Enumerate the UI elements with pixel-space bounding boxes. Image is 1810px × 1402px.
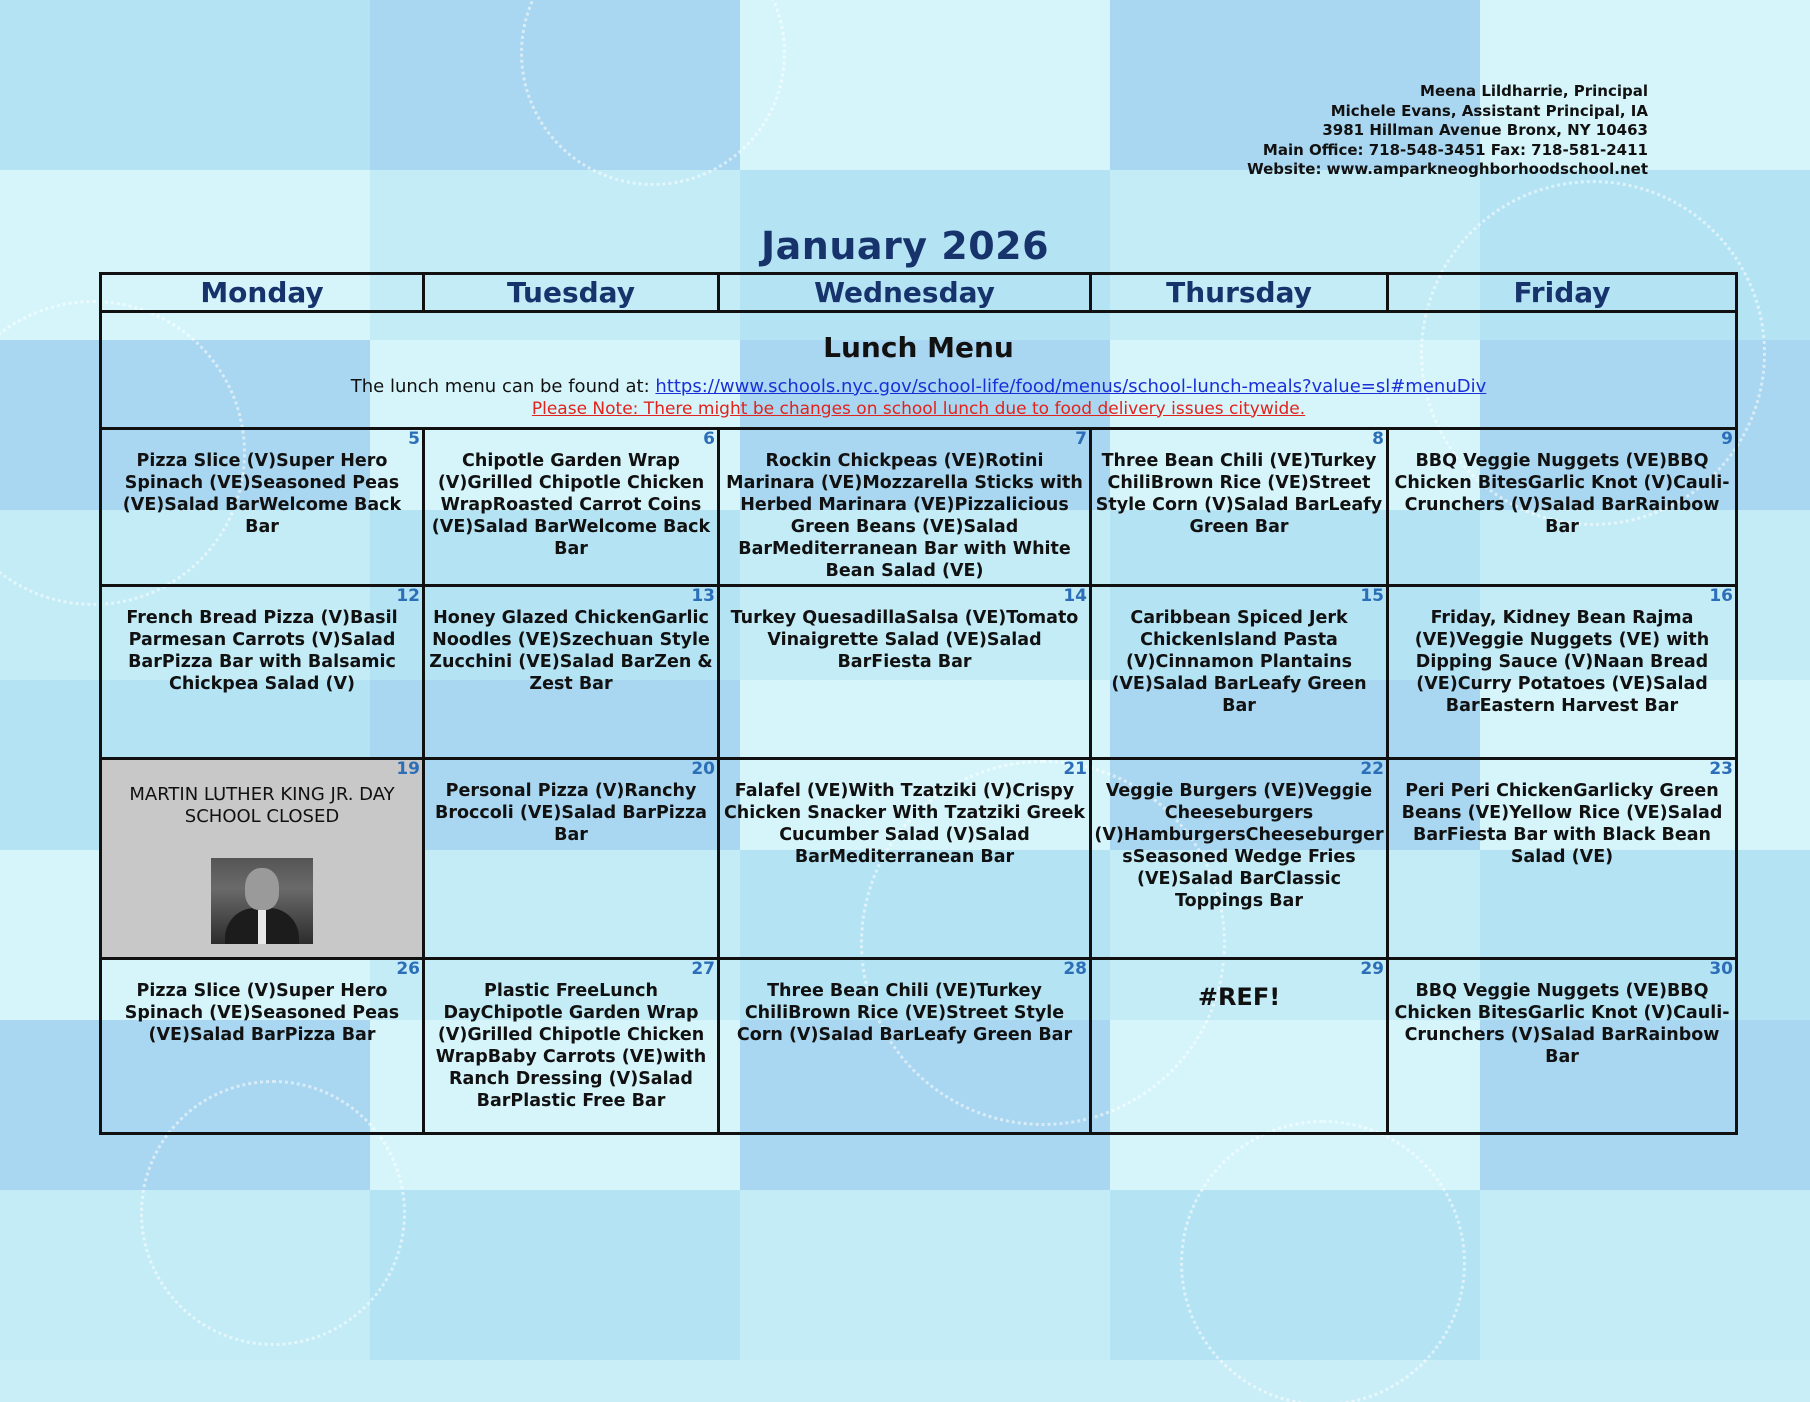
week-row <box>101 958 1737 1133</box>
day-cell <box>719 429 1091 586</box>
menu-text: Peri Peri ChickenGarlicky Green Beans (VE)Yellow Rice (VE)Salad BarFiesta Bar with Black Bean Salad (VE) <box>1401 780 1723 867</box>
weekday-tuesday: Tuesday <box>424 274 719 312</box>
menu-text: French Bread Pizza (V)Basil Parmesan Carrots (V)Salad BarPizza Bar with Balsamic Chickpea Salad (V) <box>126 608 398 695</box>
day-content <box>1389 960 1735 1132</box>
day-cell <box>101 758 424 958</box>
menu-link-line <box>102 376 1735 397</box>
menu-text: Rockin Chickpeas (VE)Rotini Marinara (VE)Mozzarella Sticks with Herbed Marinara (VE)Pizzalicious Green Beans (VE)Salad BarMediterranean Bar with White Bean Salad (VE) <box>726 451 1083 582</box>
menu-text: Caribbean Spiced Jerk ChickenIsland Pasta (V)Cinnamon Plantains (VE)Salad BarLeafy Green Bar <box>1111 608 1367 717</box>
day-content <box>102 960 422 1132</box>
mlk-portrait-image <box>211 858 313 944</box>
day-number: 29 <box>1360 958 1384 979</box>
week-row <box>101 429 1737 586</box>
day-content <box>425 430 717 584</box>
day-cell <box>1091 958 1388 1133</box>
day-content <box>1092 587 1386 756</box>
day-number: 27 <box>691 958 715 979</box>
assistant-principal-line: Michele Evans, Assistant Principal, IA <box>1330 101 1648 120</box>
lunch-calendar <box>99 272 1738 1135</box>
menu-text: Honey Glazed ChickenGarlic Noodles (VE)Szechuan Style Zucchini (VE)Salad BarZen & Zest Bar <box>429 608 713 695</box>
day-content <box>1092 430 1386 584</box>
menu-text: Chipotle Garden Wrap (V)Grilled Chipotle Chicken WrapRoasted Carrot Coins (VE)Salad BarWelcome Back Bar <box>431 451 711 560</box>
day-content <box>425 960 717 1132</box>
day-content <box>102 760 422 957</box>
day-number: 22 <box>1360 758 1384 779</box>
day-cell <box>424 429 719 586</box>
day-number: 7 <box>1075 429 1087 450</box>
day-cell <box>1388 429 1737 586</box>
week-row <box>101 586 1737 758</box>
banner-cell <box>101 311 1737 429</box>
day-cell <box>424 958 719 1133</box>
day-content <box>720 760 1089 957</box>
weekday-header-row <box>101 274 1737 312</box>
day-content <box>1389 760 1735 957</box>
menu-text: Turkey QuesadillaSalsa (VE)Tomato Vinaigrette Salad (VE)Salad BarFiesta Bar <box>730 608 1079 673</box>
day-cell <box>424 758 719 958</box>
menu-link[interactable]: https://www.schools.nyc.gov/school-life/food/menus/school-lunch-meals?value=sl#menuDiv <box>655 375 1487 397</box>
day-number: 20 <box>691 758 715 779</box>
day-content <box>720 960 1089 1132</box>
day-content <box>102 587 422 756</box>
menu-text: BBQ Veggie Nuggets (VE)BBQ Chicken BitesGarlic Knot (V)Cauli-Crunchers (V)Salad BarRainbow Bar <box>1394 451 1730 538</box>
day-cell <box>101 586 424 758</box>
weekday-monday: Monday <box>101 274 424 312</box>
holiday-notice: MARTIN LUTHER KING JR. DAY SCHOOL CLOSED <box>129 783 395 827</box>
menu-text: Personal Pizza (V)Ranchy Broccoli (VE)Salad BarPizza Bar <box>435 780 707 845</box>
day-number: 19 <box>396 758 420 779</box>
day-number: 26 <box>396 958 420 979</box>
day-content <box>425 587 717 756</box>
day-number: 13 <box>691 586 715 607</box>
menu-text: #REF! <box>1197 982 1281 1011</box>
website-line: Website: www.amparkneoghborhoodschool.net <box>1247 160 1648 178</box>
weekday-thursday: Thursday <box>1091 274 1388 312</box>
menu-text: BBQ Veggie Nuggets (VE)BBQ Chicken BitesGarlic Knot (V)Cauli-Crunchers (V)Salad BarRainbow Bar <box>1394 980 1730 1067</box>
address-line: 3981 Hillman Avenue Bronx, NY 10463 <box>1322 121 1648 139</box>
day-content <box>1389 587 1735 756</box>
phone-fax-line: Main Office: 718-548-3451 Fax: 718-581-2411 <box>1262 140 1648 159</box>
day-number: 16 <box>1709 586 1733 607</box>
day-cell <box>719 586 1091 758</box>
day-number: 14 <box>1063 586 1087 607</box>
day-number: 21 <box>1063 758 1087 779</box>
menu-text: Plastic FreeLunch DayChipotle Garden Wrap (V)Grilled Chipotle Chicken WrapBaby Carrots (VE)with Ranch Dressing (V)Salad BarPlastic Free Bar <box>435 980 707 1111</box>
day-number: 9 <box>1721 429 1733 450</box>
menu-text: Three Bean Chili (VE)Turkey ChiliBrown Rice (VE)Street Style Corn (V)Salad BarLeafy Green Bar <box>736 980 1073 1045</box>
day-cell <box>424 586 719 758</box>
menu-text: Veggie Burgers (VE)Veggie Cheeseburgers (V)HamburgersCheeseburgersSeasoned Wedge Fries (VE)Salad BarClassic Toppings Bar <box>1094 780 1384 911</box>
principal-line: Meena Lildharrie, Principal <box>1420 82 1648 100</box>
day-cell <box>1091 758 1388 958</box>
weekday-wednesday: Wednesday <box>719 274 1091 312</box>
day-content <box>1092 760 1386 957</box>
day-number: 15 <box>1360 586 1384 607</box>
day-number: 6 <box>703 429 715 450</box>
day-number: 12 <box>396 586 420 607</box>
school-contact-info <box>1247 82 1648 180</box>
day-number: 28 <box>1063 958 1087 979</box>
day-number: 8 <box>1372 429 1384 450</box>
day-content <box>1092 960 1386 1132</box>
day-cell <box>719 758 1091 958</box>
day-number: 23 <box>1709 758 1733 779</box>
menu-link-prefix: The lunch menu can be found at: <box>350 375 656 397</box>
day-cell <box>101 429 424 586</box>
day-content <box>1389 430 1735 584</box>
menu-text: Falafel (VE)With Tzatziki (V)Crispy Chicken Snacker With Tzatziki Greek Cucumber Salad (V)Salad BarMediterranean Bar <box>723 780 1086 867</box>
day-cell <box>1091 586 1388 758</box>
day-content <box>102 430 422 584</box>
day-cell <box>1388 958 1737 1133</box>
day-content <box>720 430 1089 584</box>
lunch-menu-banner <box>101 311 1737 429</box>
menu-text: Pizza Slice (V)Super Hero Spinach (VE)Seasoned Peas (VE)Salad BarPizza Bar <box>124 980 400 1045</box>
day-content <box>425 760 717 957</box>
day-cell <box>1388 586 1737 758</box>
banner-title: Lunch Menu <box>823 330 1014 364</box>
day-cell <box>719 958 1091 1133</box>
month-title: January 2026 <box>760 224 1050 268</box>
week-row <box>101 758 1737 958</box>
menu-text: Pizza Slice (V)Super Hero Spinach (VE)Seasoned Peas (VE)Salad BarWelcome Back Bar <box>122 451 402 538</box>
delivery-note: Please Note: There might be changes on school lunch due to food delivery issues citywide. <box>531 398 1306 419</box>
menu-text: Friday, Kidney Bean Rajma (VE)Veggie Nuggets (VE) with Dipping Sauce (V)Naan Bread (VE)Curry Potatoes (VE)Salad BarEastern Harvest Bar <box>1414 608 1710 717</box>
weekday-friday: Friday <box>1388 274 1737 312</box>
menu-text: Three Bean Chili (VE)Turkey ChiliBrown Rice (VE)Street Style Corn (V)Salad BarLeafy Green Bar <box>1095 451 1383 538</box>
day-number: 30 <box>1709 958 1733 979</box>
day-cell <box>1388 758 1737 958</box>
day-content <box>720 587 1089 756</box>
day-cell <box>101 958 424 1133</box>
day-number: 5 <box>408 429 420 450</box>
day-cell <box>1091 429 1388 586</box>
